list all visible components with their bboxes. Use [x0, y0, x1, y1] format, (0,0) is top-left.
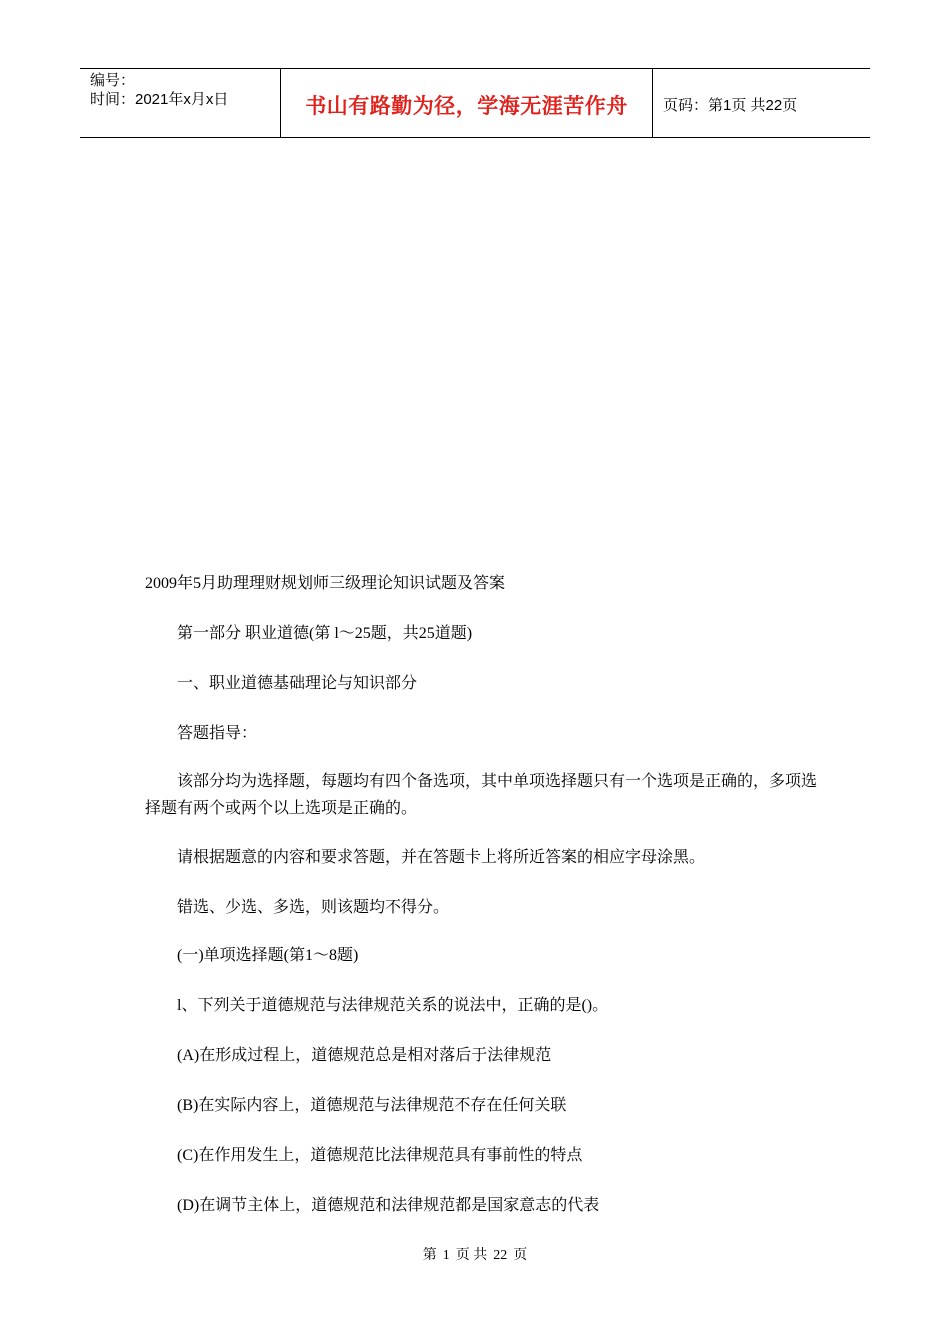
footer-suffix: 页 — [513, 1248, 528, 1263]
header-meta-cell — [80, 69, 281, 137]
subsection-heading: (一)单项选择题(第1～8题) — [177, 947, 359, 964]
part-heading: 第一部分 职业道德(第 l～25题，共25道题) — [177, 625, 473, 642]
document-title: 2009年5月助理理财规划师三级理论知识试题及答案 — [145, 575, 506, 592]
footer-prefix: 第 — [422, 1248, 437, 1263]
header-page-cell — [653, 69, 870, 137]
page-header — [80, 68, 870, 138]
header-motto-cell — [281, 69, 653, 137]
guide-instruction: 请根据题意的内容和要求答题，并在答题卡上将所近答案的相应字母涂黑。 — [177, 849, 706, 866]
footer-mid: 页 共 — [455, 1248, 488, 1263]
option-d: (D)在调节主体上，道德规范和法律规范都是国家意志的代表 — [177, 1197, 600, 1214]
document-time-label: 时间：2021年x月x日 — [90, 91, 229, 108]
footer-total-pages: 22 — [493, 1248, 508, 1263]
page-footer — [0, 1247, 950, 1265]
section-heading: 一、职业道德基础理论与知识部分 — [177, 675, 418, 692]
option-a: (A)在形成过程上，道德规范总是相对落后于法律规范 — [177, 1047, 552, 1064]
guide-paragraph: 该部分均为选择题，每题均有四个备选项，其中单项选择题只有一个选项是正确的，多项选择题有两个或两个以上选项是正确的。 — [145, 773, 818, 817]
question-text: l、下列关于道德规范与法律规范关系的说法中，正确的是()。 — [177, 997, 609, 1014]
header-page-label: 页码：第1页 共22页 — [663, 97, 798, 114]
header-motto: 书山有路勤为径，学海无涯苦作舟 — [305, 94, 628, 118]
option-b: (B)在实际内容上，道德规范与法律规范不存在任何关联 — [177, 1097, 567, 1114]
document-number-label: 编号： — [90, 72, 136, 89]
footer-current-page: 1 — [442, 1248, 450, 1263]
guide-scoring-note: 错选、少选、多选，则该题均不得分。 — [177, 899, 450, 916]
guide-heading: 答题指导： — [177, 725, 258, 742]
option-c: (C)在作用发生上，道德规范比法律规范具有事前性的特点 — [177, 1147, 583, 1164]
